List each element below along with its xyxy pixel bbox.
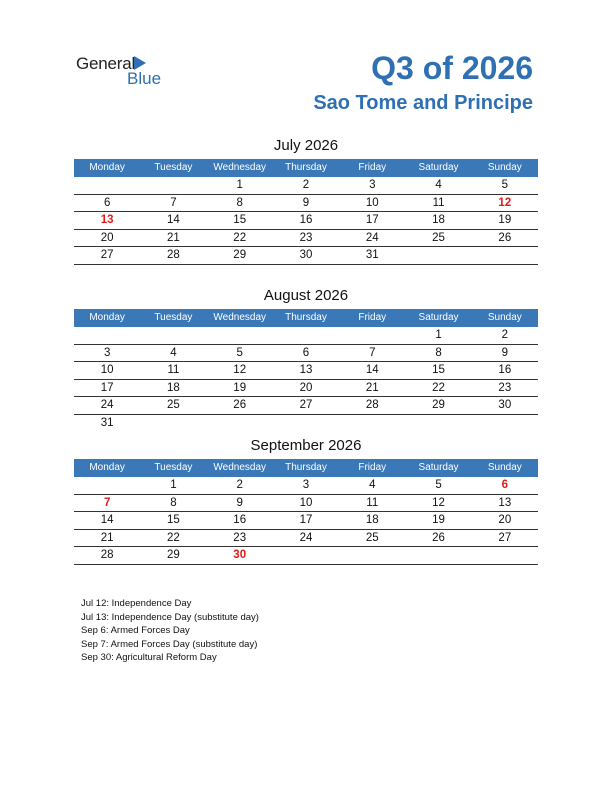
- holiday-notes: [81, 597, 259, 665]
- day-cell: 27: [498, 531, 512, 544]
- holiday-note: Sep 6: Armed Forces Day: [81, 625, 190, 636]
- holiday-note: Jul 12: Independence Day: [81, 598, 192, 609]
- day-cell: 17: [100, 381, 114, 394]
- empty-day-cell: [405, 415, 471, 433]
- day-cell: 28: [167, 249, 180, 262]
- weekday-label: Saturday: [418, 462, 459, 473]
- day-cell: 2: [302, 179, 310, 191]
- day-cell: 21: [167, 231, 180, 244]
- day-cell: 22: [233, 231, 247, 244]
- week-row: [74, 495, 538, 513]
- day-cell: 25: [365, 531, 379, 544]
- day-cell: 6: [103, 196, 111, 209]
- weekday-label: Tuesday: [154, 162, 193, 173]
- day-cell: 11: [366, 496, 379, 509]
- week-row: [74, 345, 538, 363]
- week-row: [74, 512, 538, 530]
- day-cell: 3: [302, 479, 310, 491]
- day-cell: 5: [236, 346, 243, 359]
- empty-day-cell: [140, 415, 206, 433]
- day-cell: 26: [432, 531, 445, 544]
- day-cell: 7: [170, 196, 177, 209]
- day-cell: 13: [498, 496, 512, 509]
- week-row: [74, 547, 538, 565]
- day-cell: 11: [432, 196, 445, 209]
- day-cell: 15: [167, 514, 180, 527]
- week-row: [74, 327, 538, 345]
- empty-day-cell: [74, 327, 140, 344]
- day-cell: 10: [100, 364, 114, 377]
- day-cell: 5: [501, 179, 509, 191]
- week-row: [74, 195, 538, 213]
- day-cell: 14: [365, 364, 379, 377]
- logo-triangle-icon: [134, 56, 146, 70]
- day-cell: 23: [233, 531, 247, 544]
- day-cell: 2: [236, 479, 243, 491]
- day-cell: 16: [498, 364, 512, 377]
- holiday-note: Sep 7: Armed Forces Day (substitute day): [81, 638, 258, 650]
- empty-day-cell: [207, 415, 273, 433]
- day-cell: 17: [365, 214, 379, 227]
- empty-day-cell: [472, 247, 538, 264]
- empty-day-cell: [207, 327, 273, 344]
- day-cell: 15: [432, 364, 445, 377]
- day-cell: 10: [365, 196, 379, 209]
- day-cell: 19: [432, 514, 445, 527]
- day-cell: 29: [167, 549, 180, 562]
- day-cell: 26: [233, 399, 247, 412]
- day-cell: 16: [233, 514, 247, 527]
- weekday-label: Wednesday: [213, 162, 267, 173]
- day-cell: 24: [299, 531, 313, 544]
- day-cell: 28: [365, 399, 379, 412]
- empty-day-cell: [472, 415, 538, 433]
- day-cell: 18: [365, 514, 379, 527]
- day-cell: 14: [167, 214, 180, 227]
- day-cell: 7: [369, 346, 376, 359]
- empty-day-cell: [472, 547, 538, 564]
- day-cell: 21: [365, 381, 379, 394]
- weekday-label: Tuesday: [154, 462, 193, 473]
- weekday-label: Thursday: [285, 312, 327, 323]
- weekday-label: Friday: [358, 312, 387, 323]
- day-cell: 4: [170, 346, 177, 359]
- day-cell: 30: [498, 399, 512, 412]
- holiday-day-cell: 13: [100, 214, 114, 227]
- logo: [76, 54, 176, 88]
- day-cell: 31: [100, 416, 114, 429]
- day-cell: 20: [498, 514, 512, 527]
- day-cell: 1: [170, 479, 177, 491]
- weekday-label: Thursday: [285, 162, 327, 173]
- day-cell: 8: [170, 496, 177, 509]
- day-cell: 4: [369, 479, 376, 491]
- holiday-day-cell: 12: [498, 196, 512, 209]
- day-cell: 3: [103, 346, 111, 359]
- logo-general-text: General: [76, 54, 136, 73]
- day-cell: 30: [299, 249, 313, 262]
- day-cell: 22: [432, 381, 445, 394]
- day-cell: 20: [299, 381, 313, 394]
- day-cell: 12: [432, 496, 445, 509]
- week-row: [74, 362, 538, 380]
- day-cell: 13: [299, 364, 313, 377]
- weekday-label: Sunday: [487, 312, 522, 323]
- week-row: [74, 397, 538, 415]
- holiday-day-cell: 6: [501, 479, 509, 491]
- weekday-header: [74, 159, 538, 177]
- day-cell: 27: [100, 249, 114, 262]
- day-cell: 1: [435, 329, 442, 341]
- day-cell: 8: [236, 196, 243, 209]
- weekday-label: Friday: [358, 162, 387, 173]
- day-cell: 9: [236, 496, 243, 509]
- day-cell: 15: [233, 214, 247, 227]
- day-cell: 9: [501, 346, 509, 359]
- logo-blue-text: Blue: [127, 69, 162, 88]
- month-title: July 2026: [273, 137, 339, 154]
- day-cell: 18: [432, 214, 445, 227]
- day-cell: 2: [501, 329, 509, 341]
- empty-day-cell: [405, 247, 471, 264]
- empty-day-cell: [339, 327, 405, 344]
- day-cell: 19: [233, 381, 247, 394]
- holiday-note: Jul 13: Independence Day (substitute day): [81, 611, 259, 623]
- holiday-note: Sep 30: Agricultural Reform Day: [81, 652, 217, 663]
- day-cell: 14: [100, 514, 114, 527]
- holiday-day-cell: 7: [103, 496, 111, 509]
- day-cell: 18: [167, 381, 180, 394]
- day-cell: 8: [435, 346, 442, 359]
- day-cell: 10: [299, 496, 313, 509]
- day-cell: 12: [233, 364, 247, 377]
- weekday-label: Saturday: [418, 162, 459, 173]
- day-cell: 4: [435, 179, 442, 191]
- empty-day-cell: [140, 327, 206, 344]
- day-cell: 31: [365, 249, 379, 262]
- week-row: [74, 477, 538, 495]
- weekday-label: Monday: [89, 462, 125, 473]
- weekday-header: [74, 459, 538, 477]
- day-cell: 22: [167, 531, 180, 544]
- weekday-label: Sunday: [487, 462, 522, 473]
- day-cell: 20: [100, 231, 114, 244]
- week-row: [74, 530, 538, 548]
- day-cell: 5: [435, 479, 442, 491]
- weekday-header: [74, 309, 538, 327]
- week-row: [74, 380, 538, 398]
- week-row: [74, 230, 538, 248]
- empty-day-cell: [74, 477, 140, 494]
- day-cell: 17: [299, 514, 313, 527]
- day-cell: 16: [299, 214, 313, 227]
- weekday-label: Saturday: [418, 312, 459, 323]
- empty-day-cell: [405, 547, 471, 564]
- day-cell: 24: [365, 231, 379, 244]
- day-cell: 26: [498, 231, 512, 244]
- week-row: [74, 177, 538, 195]
- empty-day-cell: [273, 415, 339, 433]
- empty-day-cell: [339, 547, 405, 564]
- day-cell: 25: [432, 231, 445, 244]
- day-cell: 23: [498, 381, 512, 394]
- day-cell: 6: [302, 346, 310, 359]
- weekday-label: Friday: [358, 462, 387, 473]
- weekday-label: Thursday: [285, 462, 327, 473]
- weekday-label: Monday: [89, 162, 125, 173]
- weekday-label: Wednesday: [213, 462, 267, 473]
- country-name: Sao Tome and Principe: [313, 92, 533, 114]
- day-cell: 11: [167, 364, 180, 377]
- day-cell: 29: [233, 249, 247, 262]
- week-row: [74, 415, 538, 433]
- empty-day-cell: [273, 547, 339, 564]
- day-cell: 3: [369, 179, 376, 191]
- month-calendar: [74, 287, 538, 433]
- month-calendar: [74, 137, 538, 265]
- empty-day-cell: [140, 177, 206, 194]
- weekday-label: Sunday: [487, 162, 522, 173]
- page-title: Q3 of 2026: [371, 50, 533, 86]
- empty-day-cell: [339, 415, 405, 433]
- day-cell: 21: [100, 531, 114, 544]
- month-title: September 2026: [250, 437, 362, 454]
- day-cell: 23: [299, 231, 313, 244]
- day-cell: 9: [302, 196, 310, 209]
- day-cell: 27: [299, 399, 313, 412]
- holiday-day-cell: 30: [233, 549, 247, 562]
- month-title: August 2026: [263, 287, 349, 304]
- day-cell: 24: [100, 399, 114, 412]
- day-cell: 28: [100, 549, 114, 562]
- week-row: [74, 212, 538, 230]
- weekday-label: Monday: [89, 312, 125, 323]
- day-cell: 1: [236, 179, 243, 191]
- weekday-label: Wednesday: [213, 312, 267, 323]
- empty-day-cell: [273, 327, 339, 344]
- day-cell: 25: [167, 399, 180, 412]
- weekday-label: Tuesday: [154, 312, 193, 323]
- week-row: [74, 247, 538, 265]
- empty-day-cell: [74, 177, 140, 194]
- month-calendar: [74, 437, 538, 565]
- day-cell: 19: [498, 214, 512, 227]
- day-cell: 29: [432, 399, 445, 412]
